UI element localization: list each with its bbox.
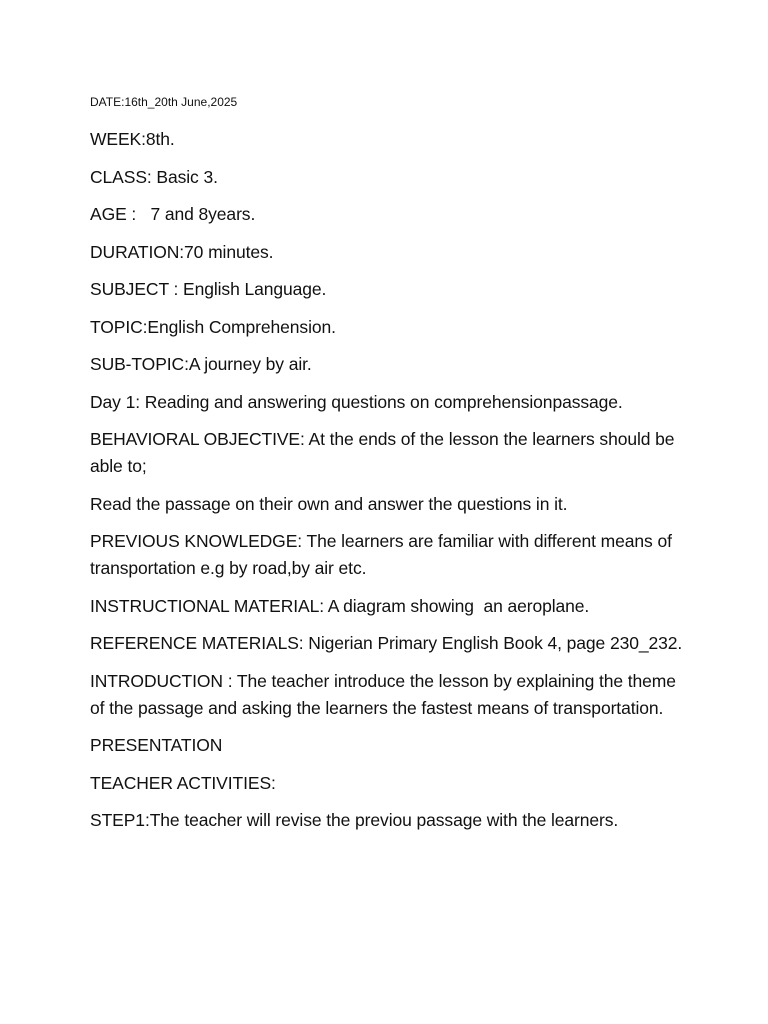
objective-detail-line: Read the passage on their own and answer the questions in it. [90,493,568,514]
class-line: CLASS: Basic 3. [90,166,218,187]
sub-topic-line: SUB-TOPIC:A journey by air. [90,354,312,374]
subject-line: SUBJECT : English Language. [90,279,327,299]
day-line: Day 1: Reading and answering questions on comprehensionpassage. [90,391,623,412]
age-line: AGE : 7 and 8years. [90,204,256,224]
presentation-heading: PRESENTATION [90,735,223,755]
introduction-paragraph: INTRODUCTION : The teacher introduce the lesson by explaining the theme of the passage and asking the learners the fastest means of transportation. [90,670,676,718]
topic-line: TOPIC:English Comprehension. [90,316,336,337]
week-line: WEEK:8th. [90,129,175,149]
step1-line: STEP1:The teacher will revise the previou passage with the learners. [90,810,619,830]
duration-line: DURATION:70 minutes. [90,241,274,262]
instructional-material-line: INSTRUCTIONAL MATERIAL: A diagram showing an aeroplane. [90,595,590,616]
teacher-activities-heading: TEACHER ACTIVITIES: [90,772,276,793]
date-line: DATE:16th_20th June,2025 [90,95,238,109]
behavioral-objective-paragraph: BEHAVIORAL OBJECTIVE: At the ends of the lesson the learners should be able to; [90,429,675,476]
reference-materials-paragraph: REFERENCE MATERIALS: Nigerian Primary English Book 4, page 230_232. [90,633,683,653]
lesson-plan-content [90,92,690,845]
previous-knowledge-paragraph: PREVIOUS KNOWLEDGE: The learners are familiar with different means of transportation e.g by road,by air etc. [90,531,672,578]
